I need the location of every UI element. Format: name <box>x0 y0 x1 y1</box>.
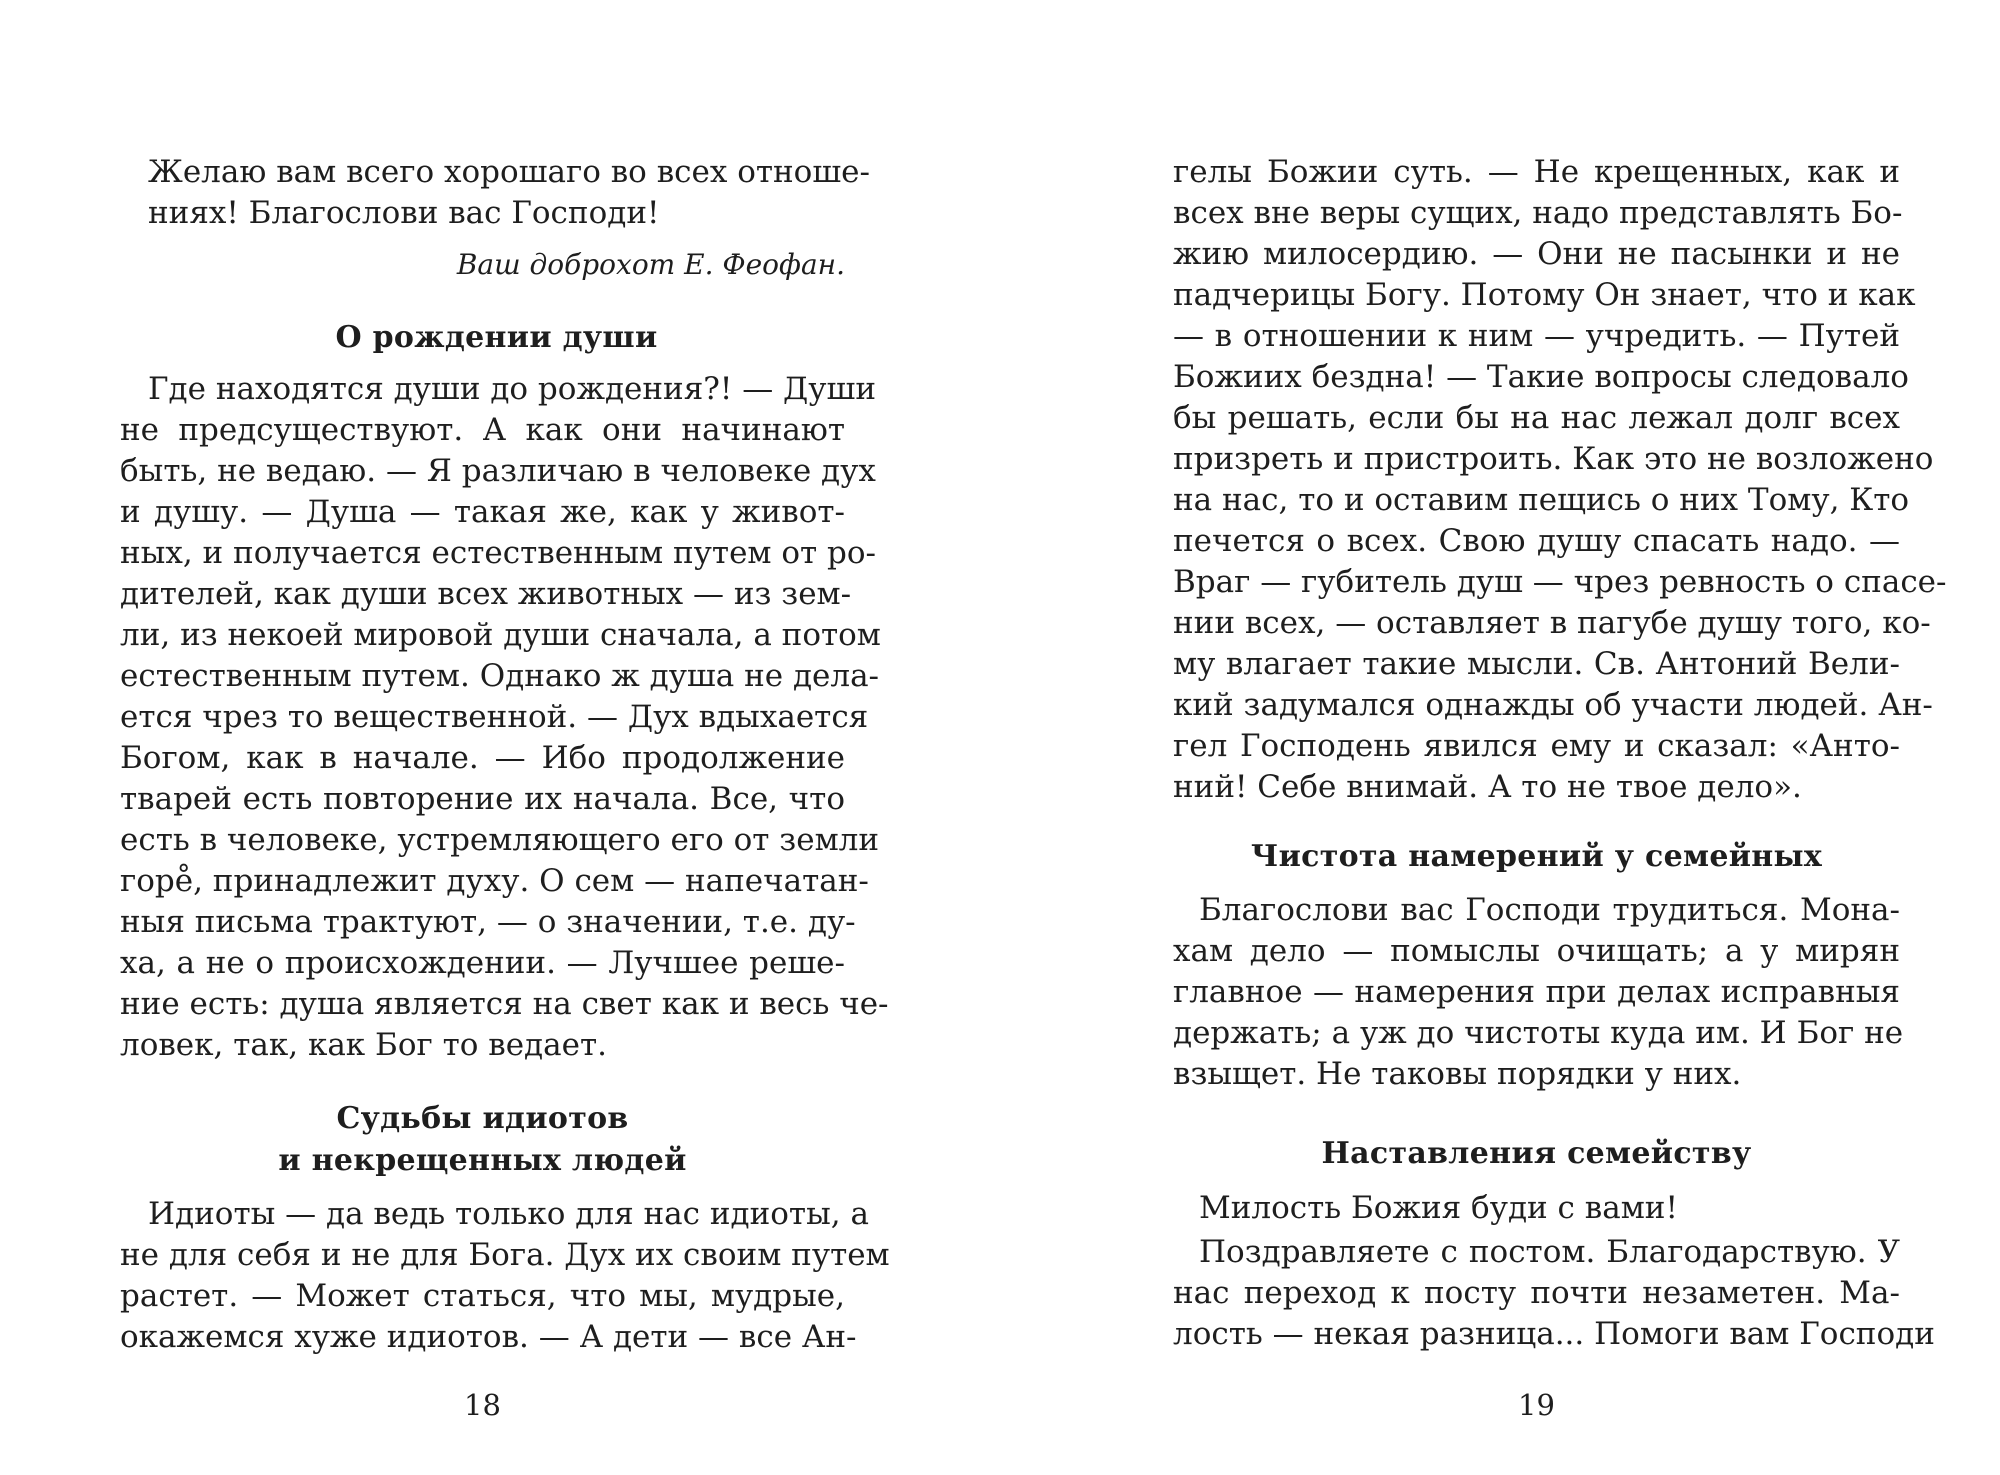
right-page <box>1000 0 2000 1475</box>
text-line: печется о всех. Свою душу спасать надо. — <box>1173 523 1900 559</box>
section-heading: Наставления семейству <box>1321 1136 1752 1171</box>
text-line: растет. — Может статься, что мы, мудрые, <box>120 1278 845 1314</box>
section-heading: и некрещенных людей <box>278 1143 687 1178</box>
text-line: дителей, как души всех животных — из зем- <box>120 576 852 612</box>
section-heading: О рождении души <box>335 320 658 355</box>
section-heading: Чистота намерений у семейных <box>1250 839 1823 874</box>
text-line: ние есть: душа является на свет как и весь че- <box>120 986 889 1022</box>
text-line: горе̊, принадлежит духу. О сем — напечатан- <box>120 863 869 899</box>
text-line: Богом, как в начале. — Ибо продолжение <box>120 740 845 776</box>
text-line: нас переход к посту почти незаметен. Ма- <box>1173 1275 1900 1311</box>
page-number: 18 <box>464 1388 501 1422</box>
text-line: быть, не ведаю. — Я различаю в человеке дух <box>120 453 876 489</box>
section-heading: Судьбы идиотов <box>336 1101 629 1136</box>
text-line: не для себя и не для Бога. Дух их своим путем <box>120 1237 890 1273</box>
text-line: на нас, то и оставим пещись о них Тому, Кто <box>1173 482 1910 518</box>
text-line: призреть и пристроить. Как это не возложено <box>1173 441 1934 477</box>
text-line: хам дело — помыслы очищать; а у мирян <box>1173 933 1900 969</box>
text-line: гел Господень явился ему и сказал: «Анто- <box>1173 728 1900 764</box>
text-line: Где находятся души до рождения?! — Души <box>148 371 876 407</box>
text-line: не предсуществуют. А как они начинают <box>120 412 845 448</box>
text-line: Милость Божия буди с вами! <box>1199 1190 1678 1226</box>
text-line: Идиоты — да ведь только для нас идиоты, а <box>148 1196 869 1232</box>
text-line: ных, и получается естественным путем от ро- <box>120 535 877 571</box>
text-line: главное — намерения при делах исправныя <box>1173 974 1900 1010</box>
text-line: — в отношении к ним — учредить. — Путей <box>1173 318 1900 354</box>
text-line: ловек, так, как Бог то ведает. <box>120 1027 607 1063</box>
text-line: взыщет. Не таковы порядки у них. <box>1173 1056 1742 1092</box>
page-number: 19 <box>1518 1388 1555 1422</box>
text-line: есть в человеке, устремляющего его от земли <box>120 822 880 858</box>
text-line: гелы Божии суть. — Не крещенных, как и <box>1173 154 1900 190</box>
text-line: кий задумался однажды об участи людей. Ан- <box>1173 687 1933 723</box>
text-line: нии всех, — оставляет в пагубе душу того, ко- <box>1173 605 1931 641</box>
text-line: ли, из некоей мировой души сначала, а потом <box>120 617 881 653</box>
text-line: окажемся хуже идиотов. — А дети — все Ан- <box>120 1319 857 1355</box>
text-line: естественным путем. Однако ж душа не дела- <box>120 658 880 694</box>
text-line: Божиих бездна! — Такие вопросы следовало <box>1173 359 1909 395</box>
text-line: ха, а не о происхождении. — Лучшее реше- <box>120 945 845 981</box>
text-line: всех вне веры сущих, надо представлять Бо- <box>1173 195 1903 231</box>
text-line: Враг — губитель душ — чрез ревность о спасе- <box>1173 564 1947 600</box>
text-line: ний! Себе внимай. А то не твое дело». <box>1173 769 1802 805</box>
text-line: ется чрез то вещественной. — Дух вдыхается <box>120 699 869 735</box>
text-line: жию милосердию. — Они не пасынки и не <box>1173 236 1900 272</box>
text-line: падчерицы Богу. Потому Он знает, что и как <box>1173 277 1916 313</box>
text-line: тварей есть повторение их начала. Все, что <box>120 781 845 817</box>
text-line: Благослови вас Господи трудиться. Мона- <box>1199 892 1900 928</box>
text-line: держать; а уж до чистоты куда им. И Бог не <box>1173 1015 1904 1051</box>
text-line: ниях! Благослови вас Господи! <box>148 195 660 231</box>
text-line: и душу. — Душа — такая же, как у живот- <box>120 494 845 530</box>
text-line: лость — некая разница... Помоги вам Господи <box>1173 1316 1935 1352</box>
text-line: Желаю вам всего хорошаго во всех отноше- <box>148 154 870 190</box>
text-line: ныя письма трактуют, — о значении, т.е. ду- <box>120 904 856 940</box>
signature: Ваш доброхот Е. Феофан. <box>456 248 845 281</box>
text-line: бы решать, если бы на нас лежал долг всех <box>1173 400 1900 436</box>
text-line: му влагает такие мысли. Св. Антоний Вели- <box>1173 646 1900 682</box>
text-line: Поздравляете с постом. Благодарствую. У <box>1199 1234 1900 1270</box>
